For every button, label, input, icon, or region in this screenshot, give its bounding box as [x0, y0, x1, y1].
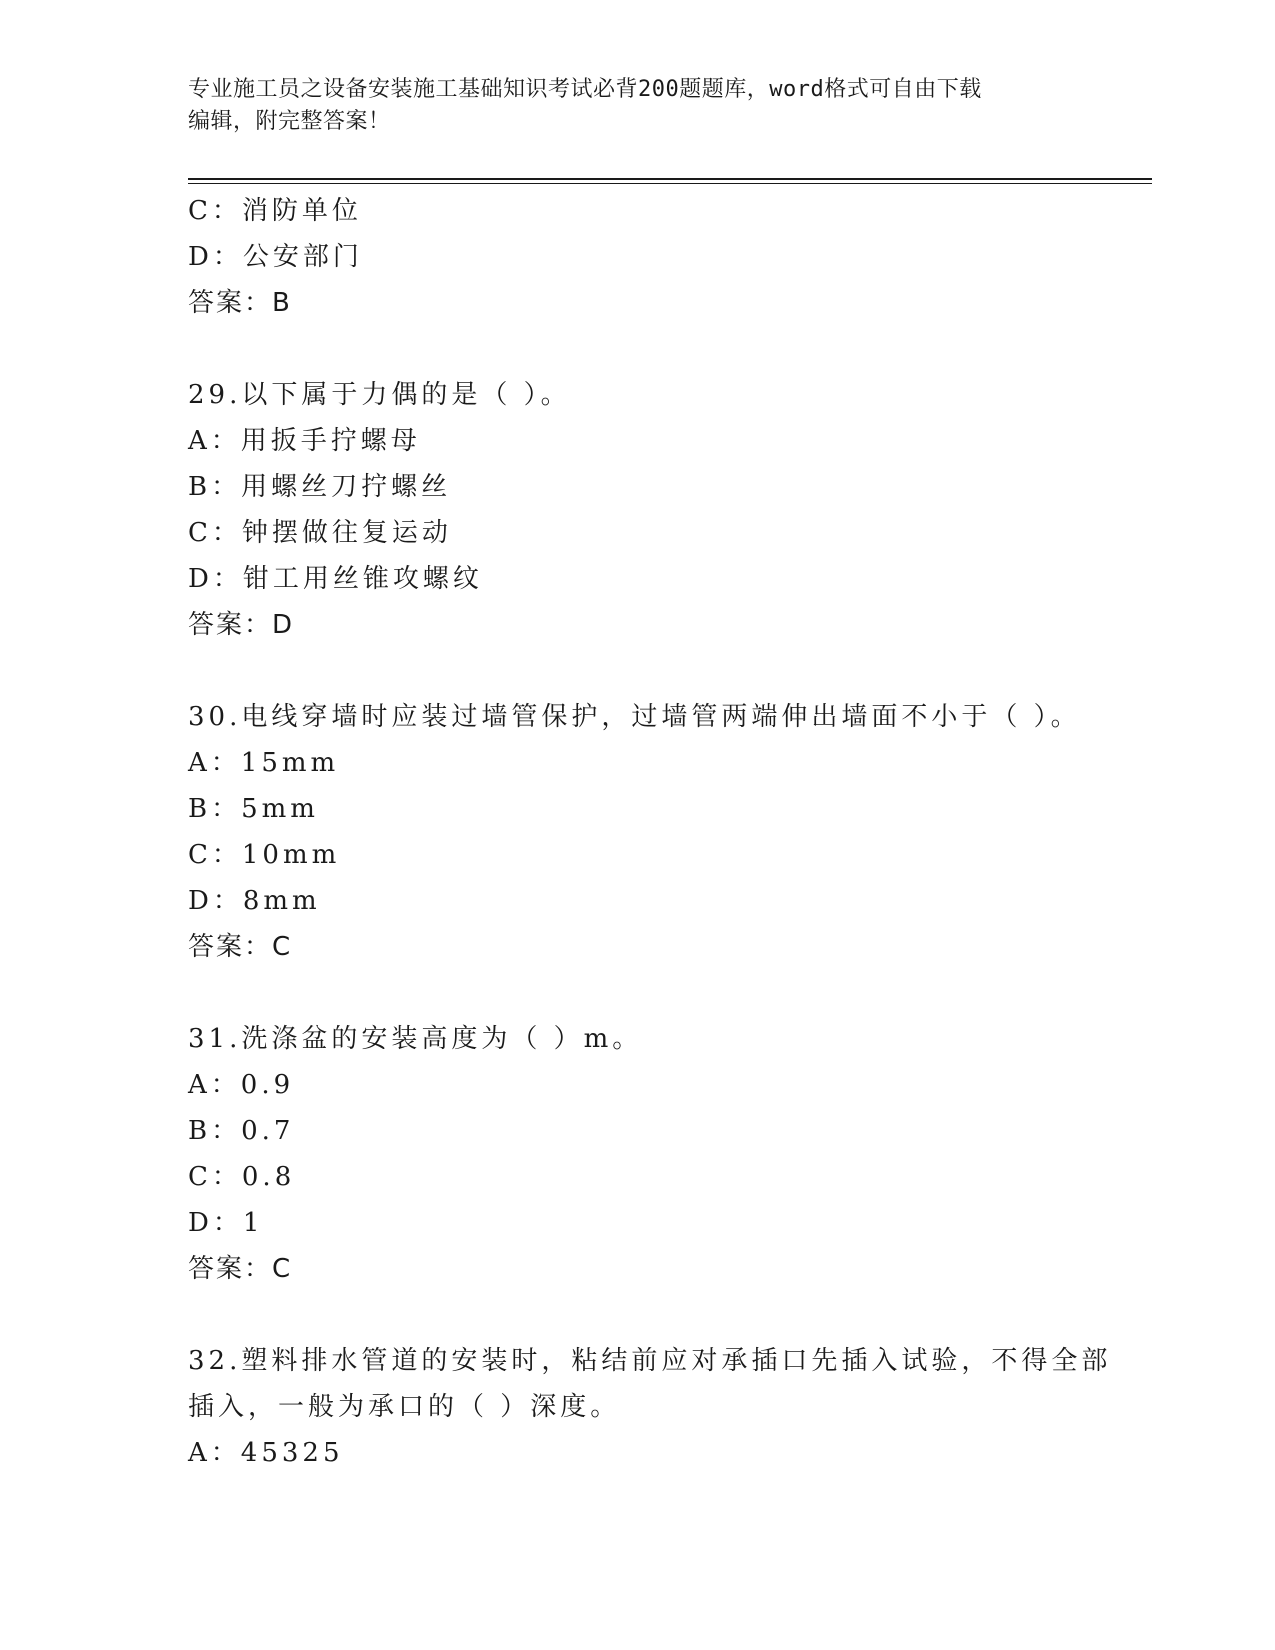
question-text: 32.塑料排水管道的安装时，粘结前应对承插口先插入试验，不得全部 [188, 1346, 1112, 1376]
option-a: A：45325 [188, 1438, 344, 1468]
spacer [188, 326, 1088, 372]
option-c: C：0.8 [188, 1162, 296, 1192]
option-b: B：5mm [188, 794, 319, 824]
question-text: 29.以下属于力偶的是（ ）。 [188, 380, 571, 410]
option-a: A：0.9 [188, 1070, 295, 1100]
header-line-1: 专业施工员之设备安装施工基础知识考试必背200题题库，word格式可自由下载 [188, 77, 982, 102]
question-text: 30.电线穿墙时应装过墙管保护，过墙管两端伸出墙面不小于（ ）。 [188, 702, 1081, 732]
option-c: C：消防单位 [188, 196, 362, 226]
question-text: 31.洗涤盆的安装高度为（ ）m。 [188, 1024, 643, 1054]
answer-line: 答案：B [188, 288, 292, 318]
option-a: A：用扳手拧螺母 [188, 426, 421, 456]
answer-line: 答案：C [188, 1254, 293, 1284]
option-b: B：用螺丝刀拧螺丝 [188, 472, 452, 502]
question-28-continued [188, 188, 1088, 326]
question-31 [188, 1016, 1088, 1292]
option-c: C：10mm [188, 840, 341, 870]
option-c: C：钟摆做往复运动 [188, 518, 452, 548]
option-b: B：0.7 [188, 1116, 295, 1146]
document-header [188, 74, 1088, 138]
answer-line: 答案：C [188, 932, 293, 962]
question-30 [188, 694, 1088, 970]
option-a: A：15mm [188, 748, 340, 778]
option-d: D：8mm [188, 886, 321, 916]
spacer [188, 648, 1088, 694]
question-29 [188, 372, 1088, 648]
answer-line: 答案：D [188, 610, 295, 640]
question-list [188, 188, 1112, 1476]
header-divider-thick [188, 178, 1152, 180]
spacer [188, 1292, 1088, 1338]
header-divider-thin [188, 183, 1152, 184]
option-d: D：钳工用丝锥攻螺纹 [188, 564, 483, 594]
question-32 [188, 1338, 1112, 1476]
option-d: D：公安部门 [188, 242, 363, 272]
option-d: D：1 [188, 1208, 264, 1238]
header-line-2: 编辑，附完整答案！ [188, 109, 391, 134]
spacer [188, 970, 1088, 1016]
question-text-continued: 插入，一般为承口的（ ）深度。 [188, 1392, 621, 1422]
